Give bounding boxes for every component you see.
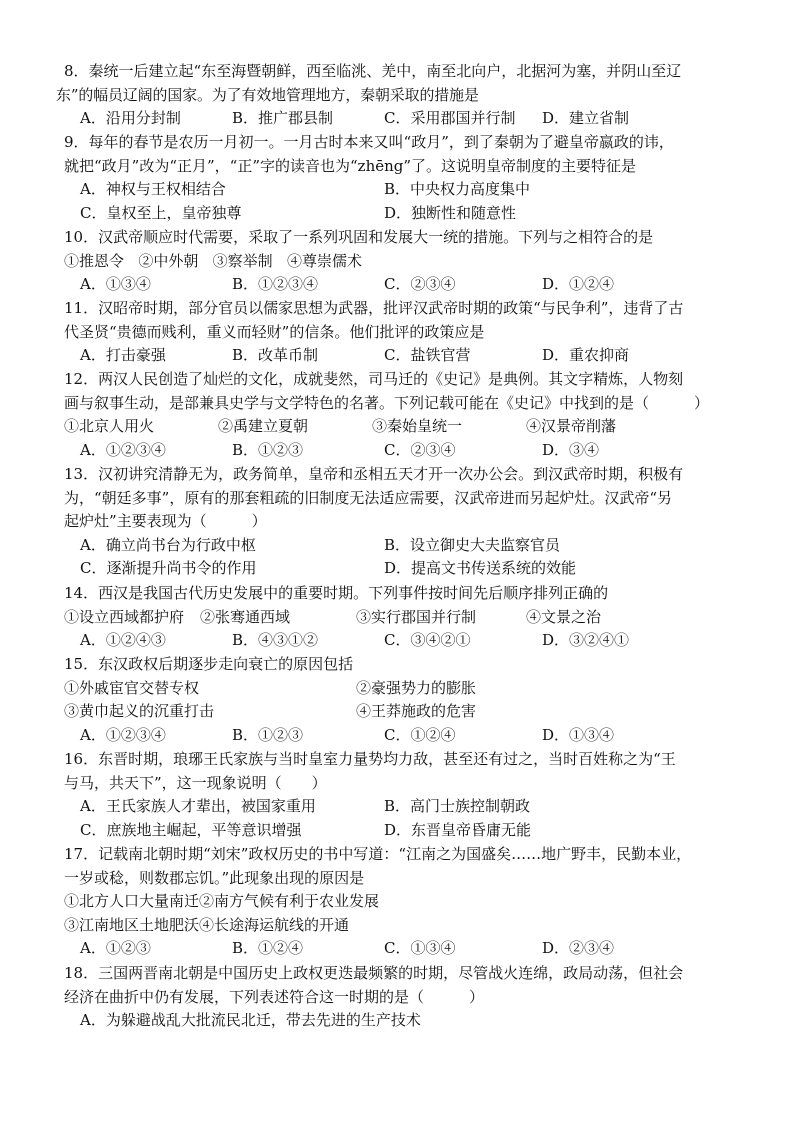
option-c[interactable]: C．③④②① xyxy=(384,631,471,650)
item-4: ④尊崇儒术 xyxy=(286,251,362,270)
question-text: 一岁或稔，则数郡忘饥。”此现象出现的原因是 xyxy=(64,868,365,887)
option-c[interactable]: C．①③④ xyxy=(384,939,456,958)
options-row xyxy=(64,202,744,226)
item-2: ②张骞通西域 xyxy=(200,607,291,626)
option-b[interactable]: B．高门士族控制朝政 xyxy=(384,797,531,816)
item-1: ①外戚宦官交替专权 xyxy=(64,678,200,697)
option-a[interactable]: A．沿用分封制 xyxy=(80,109,181,128)
question-text: 代圣贤“贵德而贱利，重义而轻财”的信条。他们批评的政策应是 xyxy=(64,322,485,341)
question-text: 画与叙事生动，是部兼具史学与文学特色的名著。下列记载可能在《史记》中找到的是（ ） xyxy=(64,393,710,412)
question-10 xyxy=(64,226,744,297)
question-8 xyxy=(56,60,744,131)
option-d[interactable]: D．①③④ xyxy=(542,725,615,744)
options-row xyxy=(64,557,744,581)
options-row xyxy=(64,534,744,558)
question-text: 16．东晋时期，琅琊王氏家族与当时皇室力量势均力敌，甚至还有过之，当时百姓称之为“王 xyxy=(64,750,676,768)
item-line: ①北方人口大量南迁②南方气候有利于农业发展 xyxy=(64,892,380,911)
option-b[interactable]: B．①②④ xyxy=(232,939,304,958)
option-c[interactable]: C．采用郡国并行制 xyxy=(384,109,516,128)
options-row xyxy=(64,273,744,297)
question-text: 14．西汉是我国古代历史发展中的重要时期。下列事件按时间先后顺序排列正确的 xyxy=(64,584,609,602)
option-a[interactable]: A．确立尚书台为行政中枢 xyxy=(80,535,256,554)
question-text: 经济在曲折中仍有发展，下列表述符合这一时期的是（ ） xyxy=(64,987,485,1006)
items-row xyxy=(64,677,744,701)
options-row xyxy=(64,937,744,961)
question-text: 与马，共天下”，这一现象说明（ ） xyxy=(64,773,327,792)
option-d[interactable]: D．建立省制 xyxy=(542,109,630,128)
question-text: 为，“朝廷多事”，原有的那套粗疏的旧制度无法适应需要，汉武帝进而另起炉灶。汉武帝“另 xyxy=(64,488,673,507)
item-3: ③秦始皇统一 xyxy=(372,417,463,436)
item-4: ④汉景帝削藩 xyxy=(526,417,617,436)
option-d[interactable]: D．独断性和随意性 xyxy=(384,203,517,222)
option-a[interactable]: A．打击豪强 xyxy=(80,346,166,365)
question-text: 起炉灶”主要表现为（ ） xyxy=(64,512,267,531)
option-b[interactable]: B．推广郡县制 xyxy=(232,109,334,128)
option-a[interactable]: A．①②③④ xyxy=(80,440,166,459)
option-b[interactable]: B．①②③ xyxy=(232,725,304,744)
option-a[interactable]: A．为躲避战乱大批流民北迁，带去先进的生产技术 xyxy=(80,1011,421,1030)
options-row xyxy=(64,724,744,748)
options-row xyxy=(64,344,744,368)
options-row xyxy=(64,1009,744,1033)
question-13 xyxy=(64,463,744,581)
option-b[interactable]: B．①②③④ xyxy=(232,275,319,294)
option-c[interactable]: C．②③④ xyxy=(384,275,456,294)
option-c[interactable]: C．逐渐提升尚书令的作用 xyxy=(80,559,257,578)
question-text: 11．汉昭帝时期，部分官员以儒家思想为武器，批评汉武帝时期的政策“与民争利”，违背了古 xyxy=(64,299,684,317)
item-1: ①设立西域都护府 xyxy=(64,607,185,626)
option-a[interactable]: A．①②③ xyxy=(80,939,151,958)
option-c[interactable]: C．②③④ xyxy=(384,440,456,459)
question-text: 17．记载南北朝时期“刘宋”政权历史的书中写道：“江南之为国盛矣……地广野丰，民勤本业， xyxy=(64,845,692,863)
question-9 xyxy=(64,131,744,225)
item-line: ③江南地区土地肥沃④长途海运航线的开通 xyxy=(64,915,350,934)
option-b[interactable]: B．④③①② xyxy=(232,631,319,650)
option-c[interactable]: C．盐铁官营 xyxy=(384,346,471,365)
items-row xyxy=(64,250,744,274)
options-row xyxy=(64,107,744,131)
items-row xyxy=(64,415,744,439)
options-row xyxy=(64,629,744,653)
item-4: ④文景之治 xyxy=(526,607,602,626)
option-a[interactable]: A．①③④ xyxy=(80,275,151,294)
option-d[interactable]: D．重农抑商 xyxy=(542,346,630,365)
item-2: ②豪强势力的膨胀 xyxy=(356,678,477,697)
question-16 xyxy=(64,748,744,842)
option-d[interactable]: D．①②④ xyxy=(542,275,615,294)
question-12 xyxy=(64,368,744,462)
option-d[interactable]: D．③②④① xyxy=(542,631,630,650)
option-a[interactable]: A．王氏家族人才辈出，被国家重用 xyxy=(80,797,316,816)
option-d[interactable]: D．②③④ xyxy=(542,939,615,958)
option-a[interactable]: A．神权与王权相结合 xyxy=(80,180,226,199)
option-d[interactable]: D．提高文书传送系统的效能 xyxy=(384,559,577,578)
item-4: ④王莽施政的危害 xyxy=(356,702,477,721)
question-text: 13．汉初讲究清静无为，政务简单，皇帝和丞相五天才开一次办公会。到汉武帝时期，积极有 xyxy=(64,465,684,483)
question-text: 就把“政月”改为“正月”，“正”字的读音也为“zhēng”了。这说明皇帝制度的主要特征是 xyxy=(64,156,637,175)
options-row xyxy=(64,439,744,463)
question-14 xyxy=(64,582,744,653)
question-15 xyxy=(64,653,744,747)
option-b[interactable]: B．中央权力高度集中 xyxy=(384,180,531,199)
option-c[interactable]: C．庶族地主崛起，平等意识增强 xyxy=(80,820,302,839)
item-1: ①北京人用火 xyxy=(64,417,155,436)
item-2: ②禹建立夏朝 xyxy=(218,417,309,436)
option-c[interactable]: C．①②④ xyxy=(384,725,456,744)
option-d[interactable]: D．东晋皇帝昏庸无能 xyxy=(384,820,532,839)
question-text: 东”的幅员辽阔的国家。为了有效地管理地方，秦朝采取的措施是 xyxy=(56,85,479,104)
item-2: ②中外朝 xyxy=(138,251,199,270)
options-row xyxy=(64,819,744,843)
option-a[interactable]: A．①②③④ xyxy=(80,725,166,744)
question-text: 18．三国两晋南北朝是中国历史上政权更迭最频繁的时期，尽管战火连绵，政局动荡，但社会 xyxy=(64,964,684,982)
options-row xyxy=(64,795,744,819)
question-11 xyxy=(64,297,744,368)
items-row xyxy=(64,606,744,630)
option-a[interactable]: A．①②④③ xyxy=(80,631,166,650)
question-text: 15．东汉政权后期逐步走向衰亡的原因包括 xyxy=(64,655,354,673)
item-3: ③实行郡国并行制 xyxy=(356,607,477,626)
question-18 xyxy=(64,962,744,1033)
item-3: ③察举制 xyxy=(212,251,273,270)
item-3: ③黄巾起义的沉重打击 xyxy=(64,702,215,721)
option-d[interactable]: D．③④ xyxy=(542,440,600,459)
option-c[interactable]: C．皇权至上，皇帝独尊 xyxy=(80,203,242,222)
question-text: 8．秦统一后建立起“东至海暨朝鲜，西至临洮、羌中，南至北向户，北据河为塞，并阴山至辽 xyxy=(64,62,682,80)
options-row xyxy=(64,178,744,202)
question-text: 10．汉武帝顺应时代需要，采取了一系列巩固和发展大一统的措施。下列与之相符合的是 xyxy=(64,228,654,246)
item-1: ①推恩令 xyxy=(64,251,125,270)
option-b[interactable]: B．改革币制 xyxy=(232,346,319,365)
question-text: 12．两汉人民创造了灿烂的文化，成就斐然，司马迁的《史记》是典例。其文字精炼，人物刻 xyxy=(64,370,684,388)
question-text: 9．每年的春节是农历一月初一。一月古时本来又叫“政月”，到了秦朝为了避皇帝嬴政的讳， xyxy=(64,133,674,151)
option-b[interactable]: B．设立御史大夫监察官员 xyxy=(384,535,561,554)
question-17 xyxy=(64,843,744,961)
option-b[interactable]: B．①②③ xyxy=(232,440,304,459)
items-row xyxy=(64,700,744,724)
